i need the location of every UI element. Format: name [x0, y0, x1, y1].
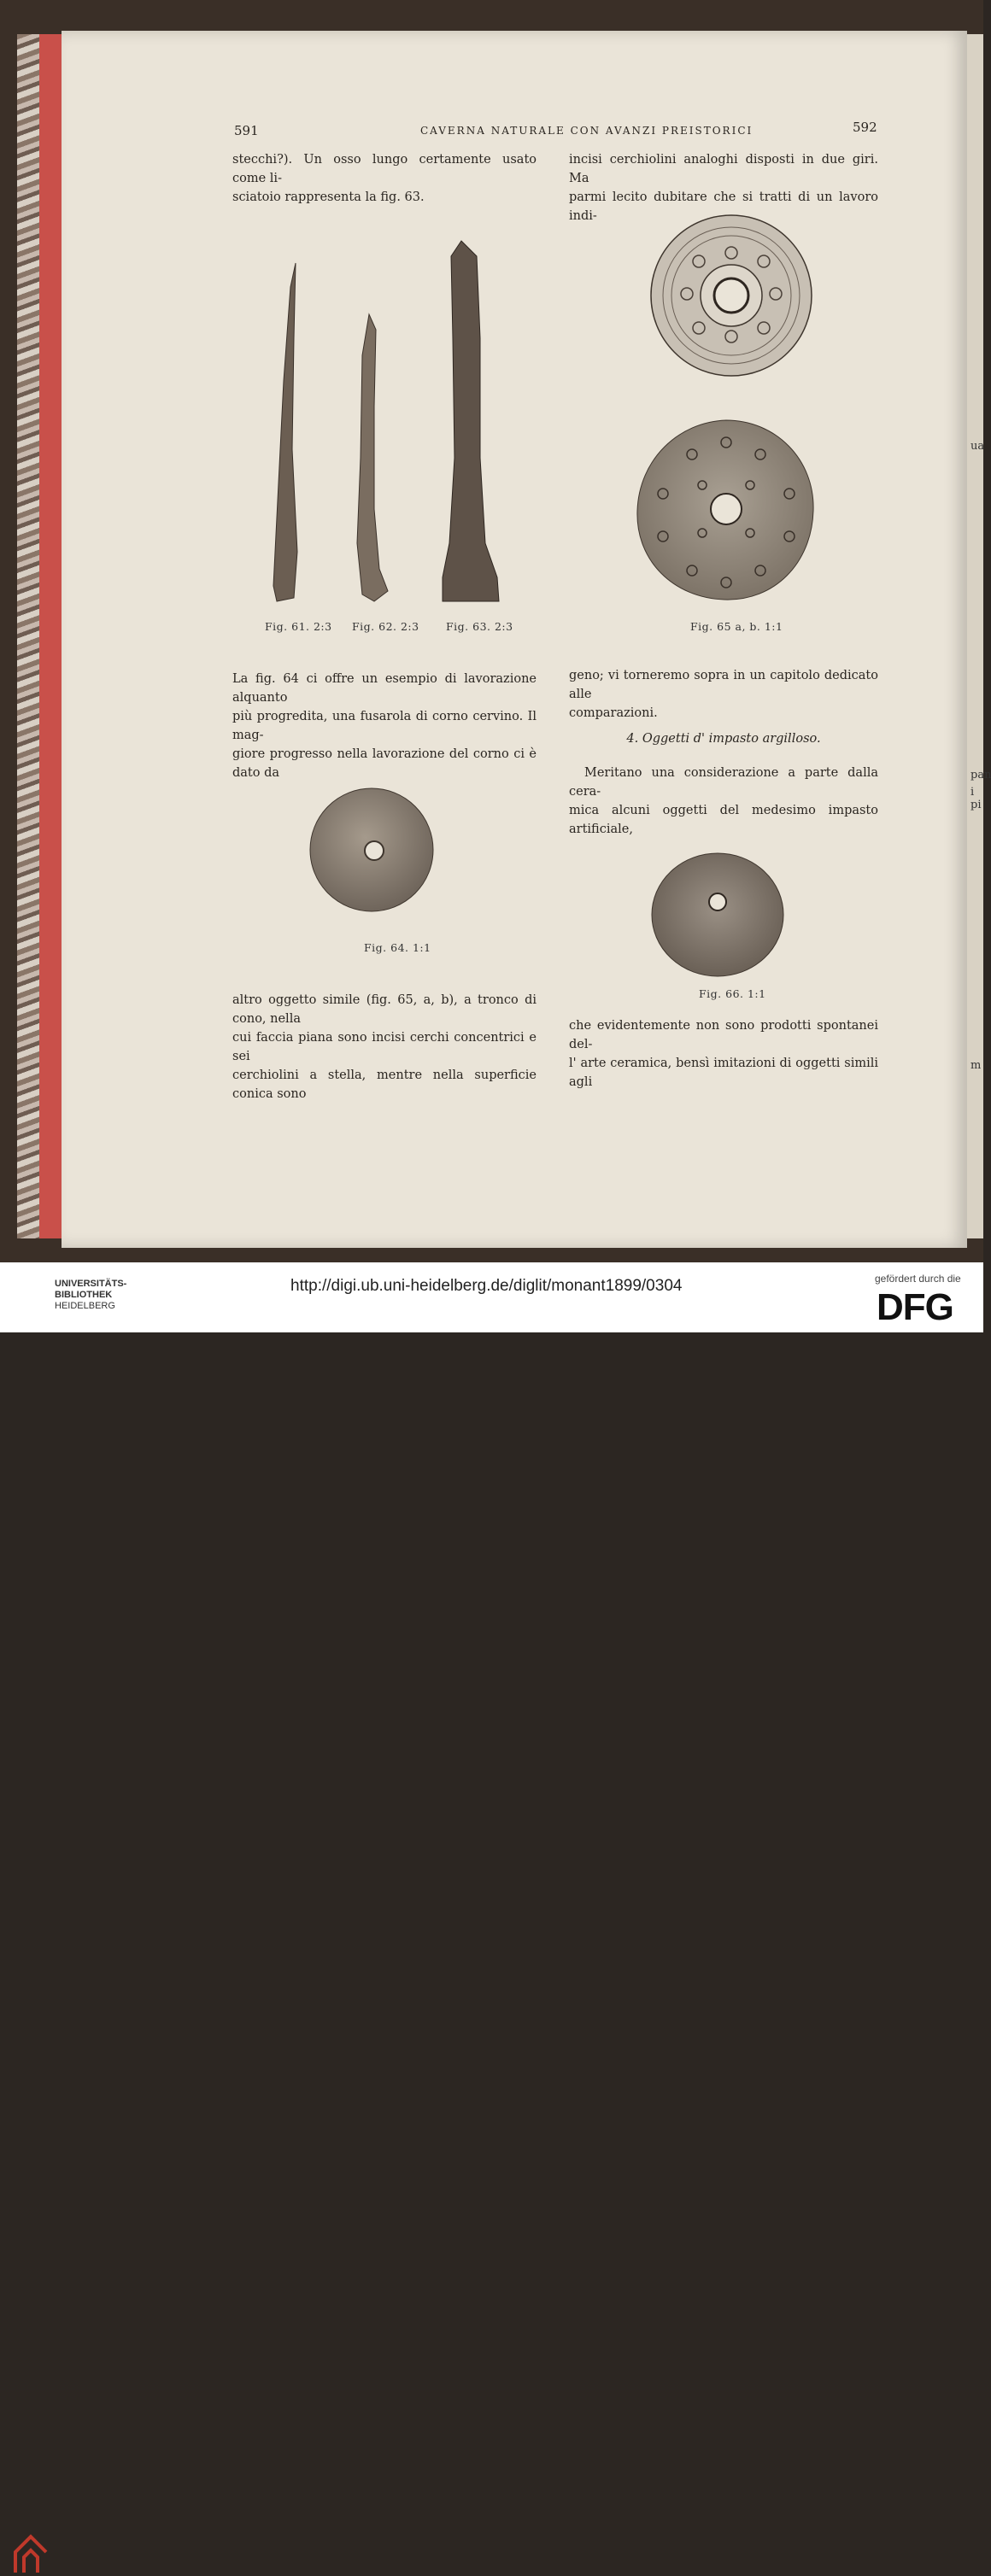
logo-line: UNIVERSITÄTS- [55, 1279, 127, 1289]
facing-page-edge [965, 34, 983, 1238]
text-line: Meritano una considerazione a parte dalla cera- [569, 766, 878, 799]
left-paragraph-top [232, 150, 537, 207]
figure-64-spindle-whorl [308, 786, 436, 914]
running-title: CAVERNA NATURALE CON AVANZI PREISTORICI [420, 125, 754, 137]
text-line: comparazioni. [569, 706, 658, 720]
sponsor-text: gefördert durch die [875, 1273, 961, 1285]
fig-62-bone [357, 314, 388, 601]
right-paragraph-bottom [569, 1016, 878, 1092]
university-library-logo-text [55, 1279, 126, 1312]
logo-line: HEIDELBERG [55, 1301, 115, 1311]
right-paragraph-middle [569, 666, 878, 723]
caption-fig-64: Fig. 64. 1:1 [364, 941, 431, 954]
right-paragraph-section [569, 764, 878, 839]
caption-fig-65: Fig. 65 a, b. 1:1 [690, 620, 783, 633]
right-page-number: 592 [853, 120, 877, 135]
text-line: cerchiolini a stella, mentre nella superficie conica sono [232, 1068, 537, 1101]
left-page-number: 591 [234, 123, 259, 138]
text-line: giore progresso nella lavorazione del corno ci è dato da [232, 747, 537, 780]
text-line: cui faccia piana sono incisi cerchi concentrici e sei [232, 1031, 537, 1063]
scanned-book-spread [0, 0, 991, 1262]
fig-63-bone [443, 241, 499, 601]
text-line: geno; vi torneremo sopra in un capitolo dedicato alle [569, 669, 878, 701]
fig-64-hole [365, 841, 384, 860]
text-line: La fig. 64 ci offre un esempio di lavorazione alquanto [232, 672, 537, 705]
caption-fig-62: Fig. 62. 2:3 [352, 620, 419, 633]
university-library-logo-icon [12, 2533, 50, 2576]
dfg-logo: DFG [877, 1286, 953, 1328]
fig-65a-hole [714, 278, 748, 313]
book-page [62, 31, 967, 1248]
text-line: altro oggetto simile (fig. 65, a, b), a tronco di cono, nella [232, 993, 537, 1026]
figures-61-63-bone-tools [267, 236, 514, 612]
fig-66-hole [709, 893, 726, 910]
caption-fig-61: Fig. 61. 2:3 [265, 620, 332, 633]
facing-page-fragment: m [970, 1059, 982, 1072]
left-paragraph-bottom [232, 991, 537, 1104]
facing-page-fragment: pan [970, 769, 991, 782]
red-page-edge [39, 34, 62, 1238]
viewer-footer [0, 1262, 983, 1332]
permalink-url[interactable]: http://digi.ub.uni-heidelberg.de/diglit/monant1899/0304 [290, 1277, 683, 1295]
logo-line: BIBLIOTHEK [55, 1290, 113, 1300]
left-paragraph-middle [232, 670, 537, 782]
fig-61-bone [273, 263, 297, 601]
text-line: l' arte ceramica, bensì imitazioni di oggetti simili agli [569, 1057, 878, 1089]
text-line: mica alcuni oggetti del medesimo impasto artificiale, [569, 804, 878, 836]
facing-page-fragment: ua [970, 440, 985, 453]
facing-page-fragment: i pi [970, 786, 982, 811]
figure-65a-disc [648, 212, 815, 379]
text-line: che evidentemente non sono prodotti spontanei del- [569, 1019, 878, 1051]
text-line: più progredita, una fusarola di corno cervino. Il mag- [232, 710, 537, 742]
fig-66-disc [652, 853, 783, 976]
caption-fig-63: Fig. 63. 2:3 [446, 620, 513, 633]
figure-66-clay-disc [649, 851, 786, 979]
text-line: sciatoio rappresenta la fig. 63. [232, 190, 425, 204]
fig-65b-hole [711, 494, 742, 524]
text-line: parmi lecito dubitare che si tratti di un lavoro indi- [569, 190, 878, 223]
figure-65b-disc [632, 417, 820, 605]
text-line: stecchi?). Un osso lungo certamente usato come li- [232, 153, 537, 185]
caption-fig-66: Fig. 66. 1:1 [699, 987, 766, 1000]
section-heading: 4. Oggetti d' impasto argilloso. [626, 732, 821, 746]
text-line: incisi cerchiolini analoghi disposti in due giri. Ma [569, 153, 878, 185]
